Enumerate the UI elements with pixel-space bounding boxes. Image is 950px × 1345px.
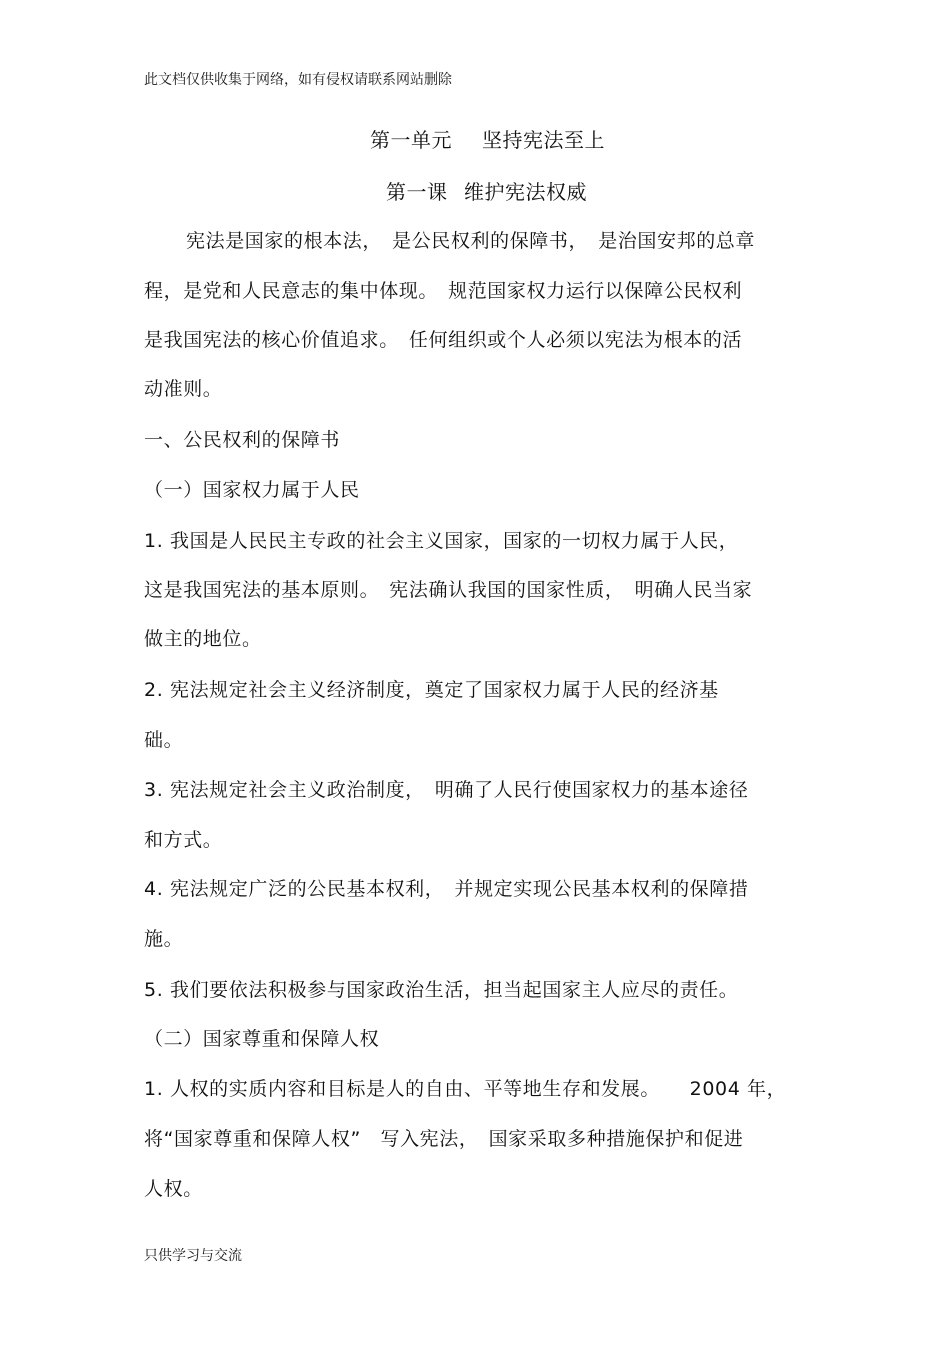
subsection-heading: （一）国家权力属于人民 — [144, 479, 360, 501]
intro-line: 动准则。 — [144, 378, 223, 400]
lesson-title-number: 第一课 — [386, 180, 448, 204]
unit-title-text: 坚持宪法至上 — [482, 128, 605, 152]
list-item-line: 1. 人权的实质内容和目标是人的自由、平等地生存和发展。 2004 年， — [144, 1078, 787, 1100]
list-item-line: 5. 我们要依法积极参与国家政治生活，担当起国家主人应尽的责任。 — [144, 979, 739, 1001]
list-item-line: 做主的地位。 — [144, 628, 262, 650]
footer-note: 只供学习与交流 — [144, 1248, 242, 1264]
subsection-heading: （二）国家尊重和保障人权 — [144, 1028, 380, 1050]
lesson-title-text: 维护宪法权威 — [464, 180, 587, 204]
list-item-line: 3. 宪法规定社会主义政治制度， 明确了人民行使国家权力的基本途径 — [144, 779, 749, 801]
unit-title-number: 第一单元 — [370, 128, 452, 152]
list-item-line: 施。 — [144, 928, 184, 950]
header-notice: 此文档仅供收集于网络，如有侵权请联系网站删除 — [144, 72, 452, 88]
list-item-line: 4. 宪法规定广泛的公民基本权利， 并规定实现公民基本权利的保障措 — [144, 878, 749, 900]
list-item-line: 和方式。 — [144, 829, 223, 851]
list-item-line: 这是我国宪法的基本原则。 宪法确认我国的国家性质， 明确人民当家 — [144, 579, 753, 601]
list-item-line: 人权。 — [144, 1178, 203, 1200]
intro-line: 宪法是国家的根本法， 是公民权利的保障书， 是治国安邦的总章 — [186, 230, 756, 252]
intro-line: 是我国宪法的核心价值追求。 任何组织或个人必须以宪法为根本的活 — [144, 329, 743, 351]
list-item-line: 2. 宪法规定社会主义经济制度，奠定了国家权力属于人民的经济基 — [144, 679, 719, 701]
list-item-line: 将“国家尊重和保障人权” 写入宪法， 国家采取多种措施保护和促进 — [144, 1128, 744, 1150]
list-item-line: 1. 我国是人民民主专政的社会主义国家，国家的一切权力属于人民， — [144, 530, 739, 552]
list-item-line: 础。 — [144, 729, 184, 751]
section-heading: 一、公民权利的保障书 — [144, 429, 341, 451]
intro-line: 程，是党和人民意志的集中体现。 规范国家权力运行以保障公民权利 — [144, 280, 743, 302]
